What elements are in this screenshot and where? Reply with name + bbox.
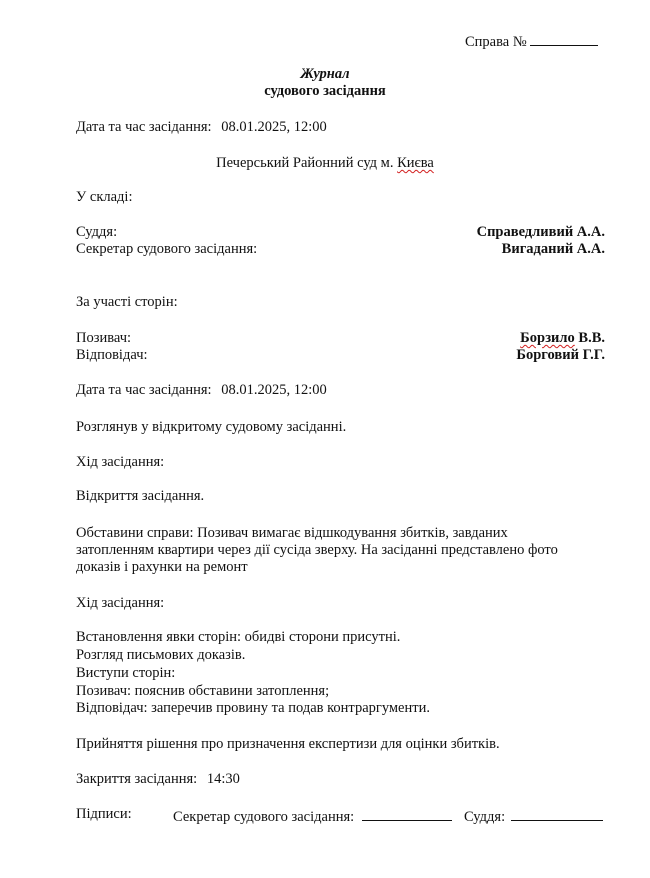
circumstances-line-1: Обставини справи: Позивач вимагає відшкодування збитків, завданих	[76, 525, 508, 541]
step-item: Виступи сторін:	[76, 665, 176, 681]
session-datetime-1	[76, 119, 327, 136]
step-item: Встановлення явки сторін: обидві сторони присутні.	[76, 629, 401, 645]
case-number-blank	[530, 31, 598, 46]
plaintiff-name	[520, 330, 605, 347]
progress-heading-1: Хід засідання:	[76, 454, 165, 470]
plaintiff-initials: В.В.	[574, 330, 605, 346]
signature-secretary-blank	[362, 806, 452, 821]
signature-judge-blank	[511, 806, 603, 821]
circumstances-line-3: доказів і рахунки на ремонт	[76, 559, 248, 575]
signature-judge	[464, 806, 603, 826]
datetime-label: Дата та час засідання:	[76, 119, 212, 135]
closing-time: 14:30	[206, 771, 240, 787]
defendant-name: Борговий Г.Г.	[516, 347, 605, 363]
decision-text: Прийняття рішення про призначення експертизи для оцінки збитків.	[76, 736, 500, 752]
defendant-label: Відповідач:	[76, 347, 148, 363]
circumstances-line-2: затопленням квартири через дії сусіда зверху. На засіданні представлено фото	[76, 542, 558, 558]
court-name	[0, 155, 650, 172]
case-number-line	[465, 31, 598, 51]
secretary-label: Секретар судового засідання:	[76, 241, 258, 257]
closing-label: Закриття засідання:	[76, 771, 198, 787]
plaintiff-label: Позивач:	[76, 330, 132, 346]
signature-secretary	[173, 806, 452, 826]
judge-name: Справедливий А.А.	[476, 224, 605, 240]
opening-text: Відкриття засідання.	[76, 488, 205, 504]
court-name-prefix: Печерський Районний суд м.	[216, 155, 398, 171]
document-title: Журнал	[300, 66, 350, 82]
court-name-city: Києва	[397, 155, 434, 171]
secretary-name: Вигаданий А.А.	[501, 241, 605, 257]
judge-label: Суддя:	[76, 224, 118, 240]
datetime-label: Дата та час засідання:	[76, 382, 212, 398]
composition-heading: У складі:	[76, 189, 133, 205]
closing-line	[76, 771, 240, 788]
signature-judge-label: Суддя:	[464, 809, 506, 825]
case-number-label: Справа №	[465, 34, 527, 50]
step-item: Розгляд письмових доказів.	[76, 647, 246, 663]
datetime-value: 08.01.2025, 12:00	[221, 382, 327, 398]
signature-secretary-label: Секретар судового засідання:	[173, 809, 355, 825]
step-item: Позивач: пояснив обставини затоплення;	[76, 683, 330, 699]
parties-heading: За участі сторін:	[76, 294, 178, 310]
session-datetime-2	[76, 382, 327, 399]
considered-text: Розглянув у відкритому судовому засіданні.	[76, 419, 347, 435]
signatures-label: Підписи:	[76, 806, 132, 822]
document-subtitle: судового засідання	[264, 83, 386, 99]
step-item: Відповідач: заперечив провину та подав контраргументи.	[76, 700, 430, 716]
datetime-value: 08.01.2025, 12:00	[221, 119, 327, 135]
progress-heading-2: Хід засідання:	[76, 595, 165, 611]
plaintiff-surname: Борзило	[520, 330, 575, 346]
